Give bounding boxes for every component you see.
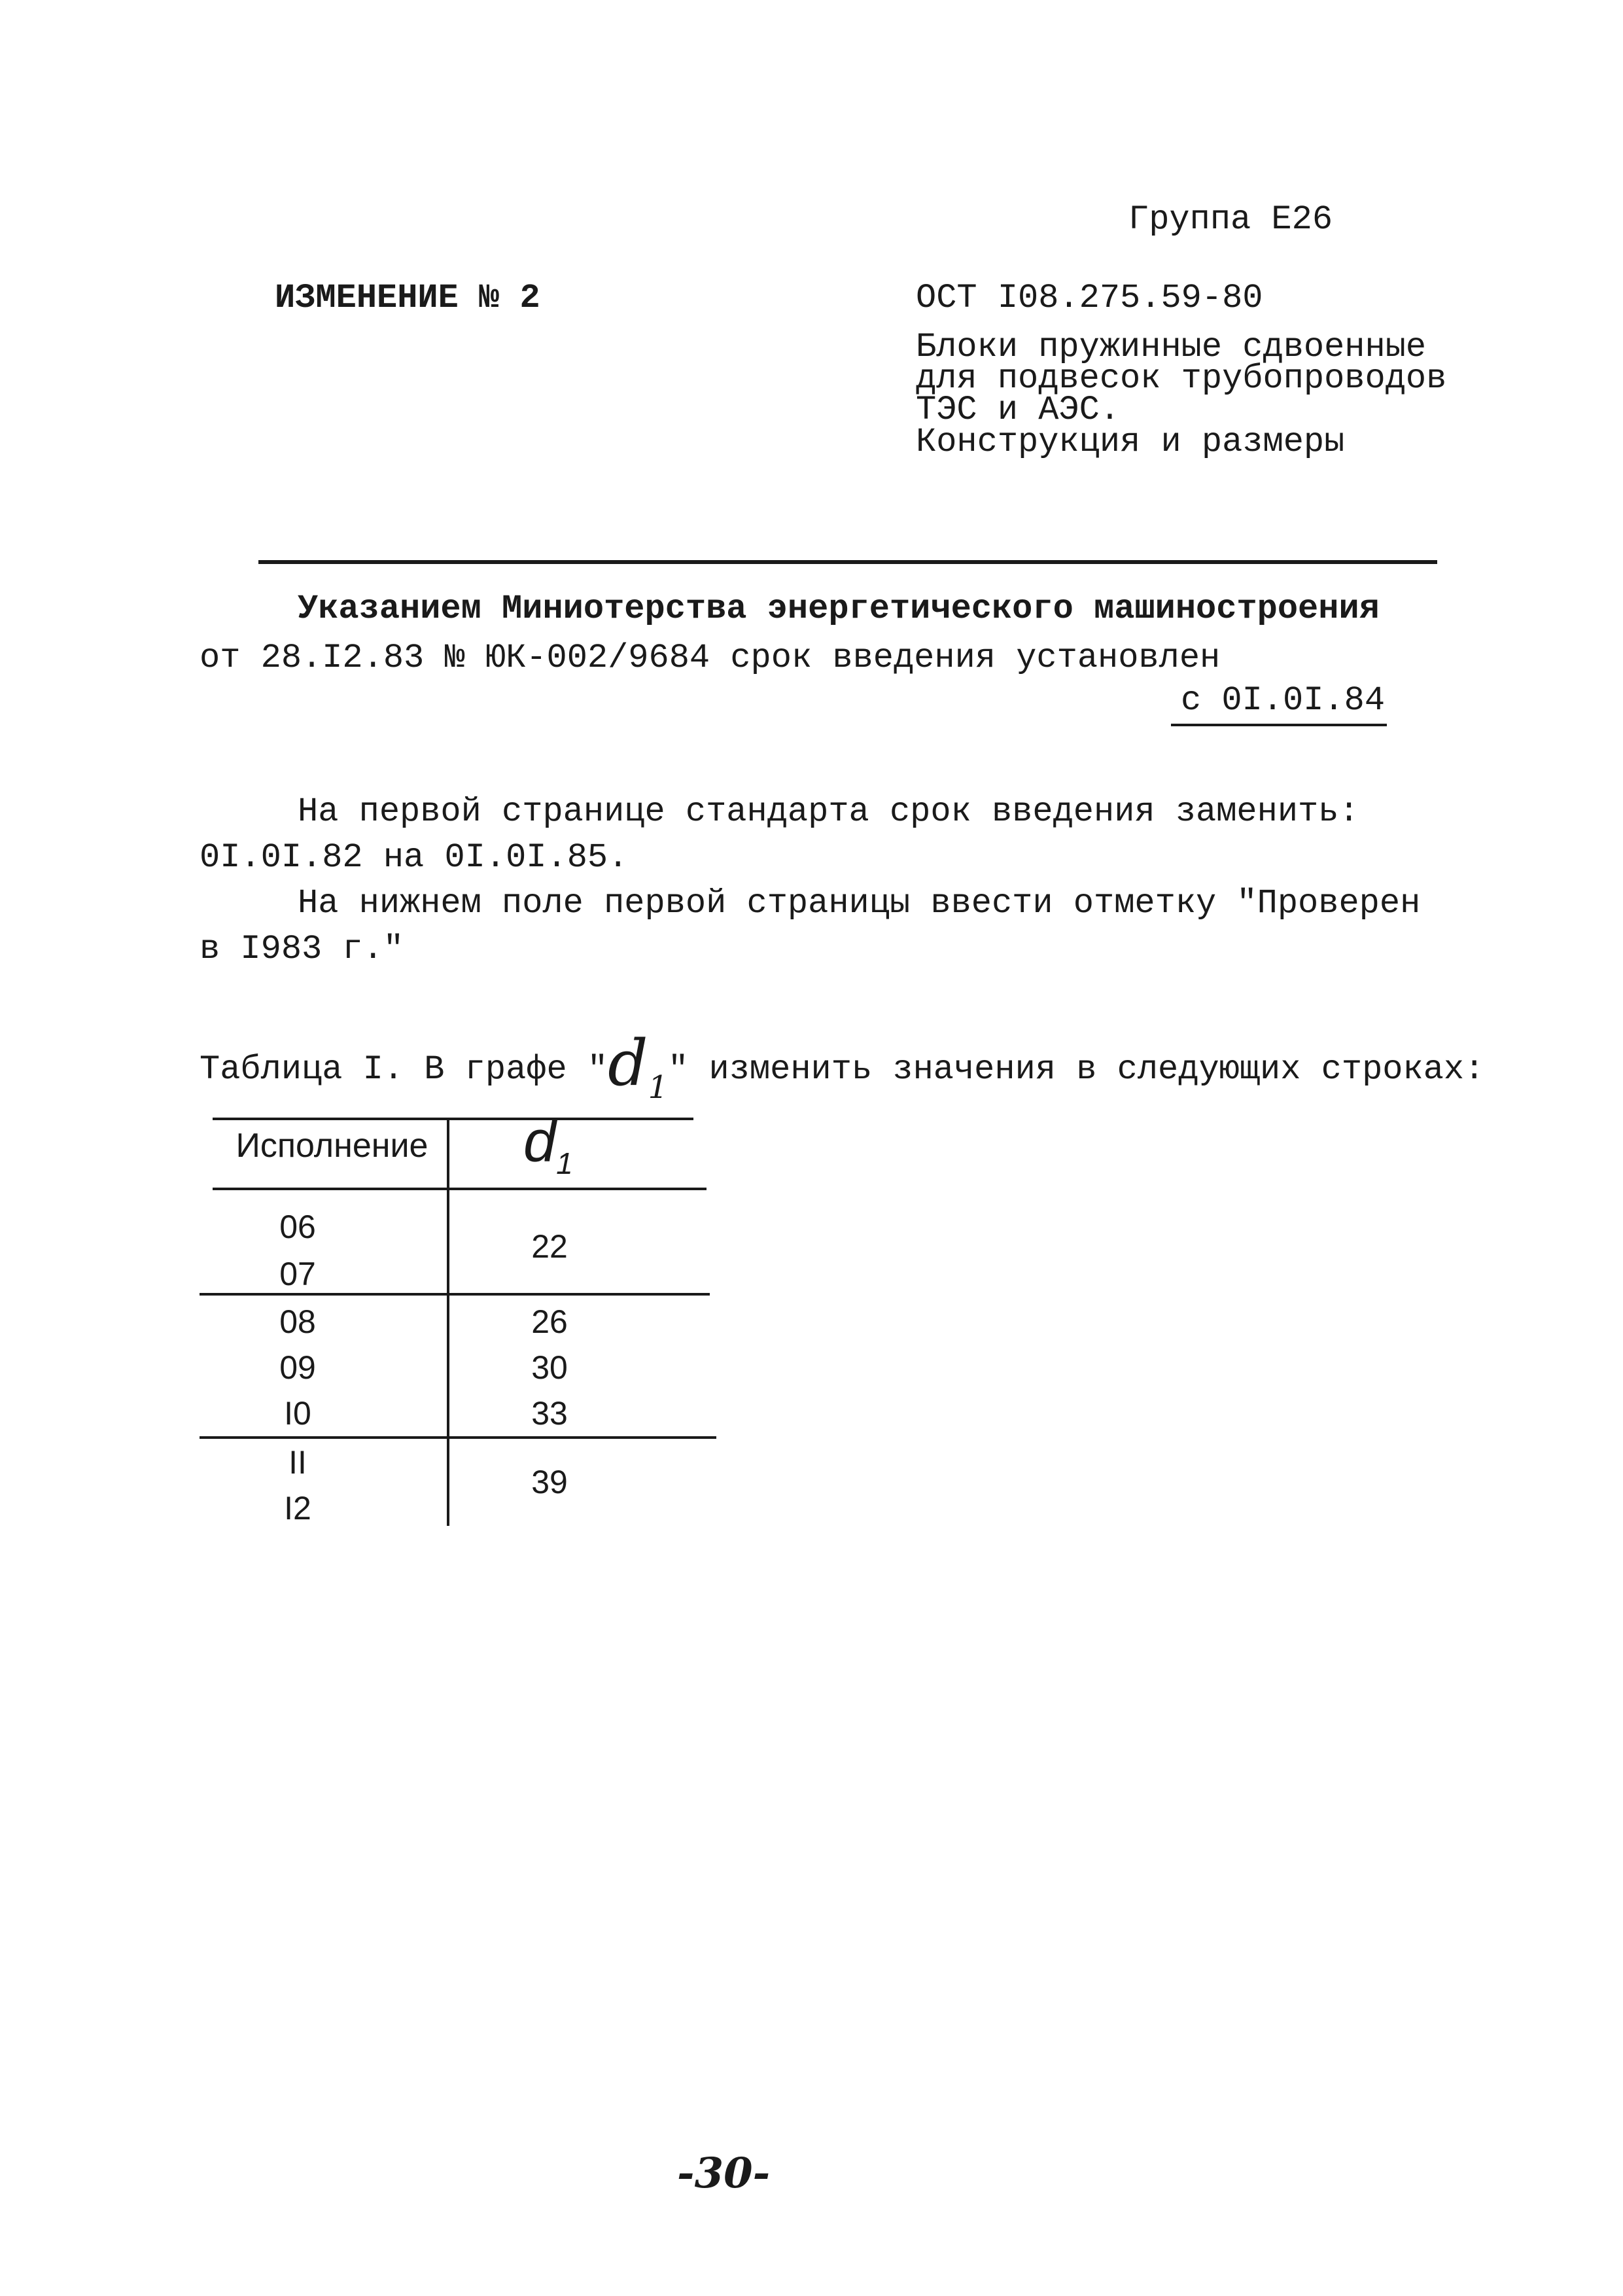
table-column-rule: [447, 1118, 449, 1526]
d1-symbol: [608, 1027, 669, 1106]
table-cell-ispolnenie: I0: [284, 1395, 311, 1432]
table-cell-d1: 39: [531, 1464, 568, 1500]
table-header-rule: [213, 1188, 707, 1190]
d1-symbol-subscript: 1: [648, 1069, 669, 1106]
standard-code: ОСТ I08.275.59-80: [916, 279, 1263, 317]
table-header-d1: [523, 1109, 573, 1180]
table-row-rule: [200, 1436, 716, 1439]
table-cell-d1: 22: [531, 1228, 568, 1265]
change-number: ИЗМЕНЕНИЕ № 2: [275, 279, 540, 317]
table-header-d1-subscript: 1: [556, 1146, 573, 1180]
title-line: ТЭС и АЭС.: [916, 391, 1121, 429]
effective-date: с 0I.0I.84: [1181, 681, 1386, 720]
table-cell-ispolnenie: I2: [284, 1490, 311, 1527]
page-number: -30-: [677, 2149, 771, 2198]
paragraph-2-line-1: На нижнем поле первой страницы ввести отметку "Проверен: [298, 884, 1421, 923]
table-top-rule: [213, 1118, 693, 1120]
paragraph-1-line-2: 0I.0I.82 на 0I.0I.85.: [200, 838, 629, 877]
title-line: Блоки пружинные сдвоенные: [916, 328, 1427, 366]
table-header-ispolnenie: Исполнение: [236, 1127, 428, 1165]
table-cell-ispolnenie: II: [288, 1444, 307, 1481]
group-label: Группа Е26: [1128, 200, 1333, 239]
table-row-rule: [200, 1293, 710, 1296]
table-cell-ispolnenie: 07: [279, 1256, 316, 1292]
table-intro-before: Таблица I. В графе ": [200, 1050, 608, 1089]
title-line: для подвесок трубопроводов: [916, 359, 1447, 398]
paragraph-2-line-2: в I983 г.": [200, 930, 404, 968]
table-intro: [200, 1025, 1485, 1106]
table-cell-ispolnenie: 08: [279, 1303, 316, 1340]
directive-line-2: от 28.I2.83 № ЮК-002/9684 срок введения установлен: [200, 639, 1221, 677]
table-cell-ispolnenie: 06: [279, 1209, 316, 1245]
directive-line-1: Указанием Миниотерства энергетического машиностроения: [298, 590, 1380, 628]
table-cell-ispolnenie: 09: [279, 1349, 316, 1386]
d1-symbol-letter: d: [608, 1027, 648, 1100]
title-line: Конструкция и размеры: [916, 423, 1345, 461]
paragraph-1-line-1: На первой странице стандарта срок введения заменить:: [298, 792, 1359, 831]
table-cell-d1: 33: [531, 1395, 568, 1432]
table-cell-d1: 26: [531, 1303, 568, 1340]
table-intro-after: " изменить значения в следующих строках:: [668, 1050, 1485, 1089]
table-cell-d1: 30: [531, 1349, 568, 1386]
effective-date-underline: [1171, 724, 1387, 726]
table-header-d1-letter: d: [523, 1109, 557, 1174]
header-divider: [258, 560, 1437, 564]
